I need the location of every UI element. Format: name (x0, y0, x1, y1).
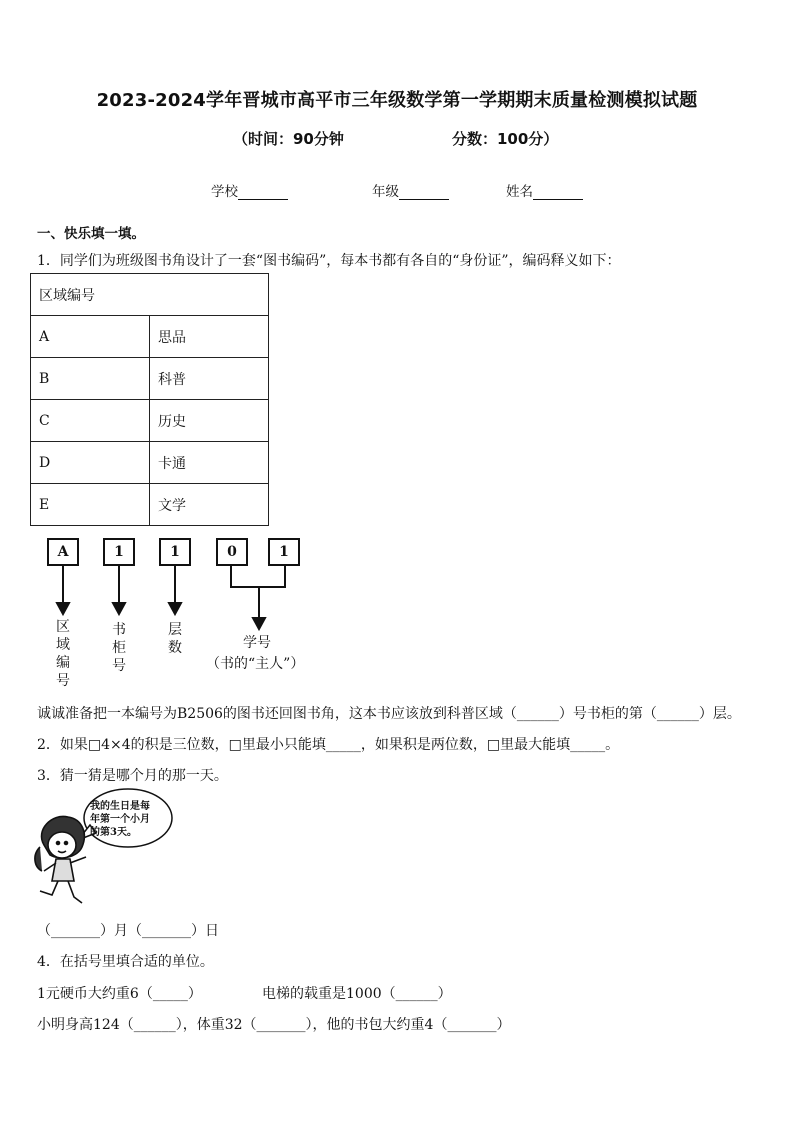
table-cell: D (31, 442, 150, 484)
table-header: 区域编号 (31, 274, 269, 316)
exam-time: （时间：90分钟 (233, 130, 344, 148)
table-cell: 卡通 (150, 442, 269, 484)
question-4-line2: 小明身高124（______），体重32（_______），他的书包大约重4（_______） (37, 1017, 511, 1033)
label-area: 区 域 编 号 (56, 619, 70, 689)
table-cell: E (31, 484, 150, 526)
grade-label: 年级 (372, 184, 399, 200)
table-cell: 思品 (150, 316, 269, 358)
code-box: 0 (216, 538, 248, 566)
table-cell: B (31, 358, 150, 400)
question-2: 2．如果□4×4的积是三位数，□里最小只能填_____，如果积是两位数，□里最大能填_____。 (37, 737, 620, 753)
code-box: A (47, 538, 79, 566)
label-owner: （书的“主人”） (206, 656, 305, 672)
question-4-line1a: 1元硬币大约重6（_____） (37, 986, 202, 1002)
bubble-line: 我的生日是每 (90, 801, 150, 812)
section-heading: 一、快乐填一填。 (37, 226, 145, 242)
table-cell: 文学 (150, 484, 269, 526)
bubble-line: 的第3天。 (90, 827, 137, 838)
table-cell: C (31, 400, 150, 442)
question-4-line1b: 电梯的载重是1000（______） (262, 986, 452, 1002)
question-3-answer: （_______）月（_______）日 (37, 923, 219, 939)
table-cell: 科普 (150, 358, 269, 400)
table-cell: 历史 (150, 400, 269, 442)
school-label: 学校 (211, 184, 238, 200)
question-1-text: 诚诚准备把一本编号为B2506的图书还回图书角，这本书应该放到科普区域（______）号书柜的第（______）层。 (37, 706, 741, 722)
code-box: 1 (268, 538, 300, 566)
page-title: 2023-2024学年晋城市高平市三年级数学第一学期期末质量检测模拟试题 (96, 90, 698, 111)
table-cell: A (31, 316, 150, 358)
code-box: 1 (103, 538, 135, 566)
question-1: 1．同学们为班级图书角设计了一套“图书编码”，每本书都有各自的“身份证”，编码释义如下： (37, 253, 621, 269)
speech-bubble (90, 800, 150, 839)
label-student: 学号 (243, 635, 271, 651)
exam-score: 分数：100分） (452, 130, 559, 148)
bubble-line: 年第一个小月 (90, 814, 150, 825)
question-3: 3．猜一猜是哪个月的那一天。 (37, 768, 228, 784)
label-cabinet: 书 柜 号 (112, 622, 126, 674)
code-box: 1 (159, 538, 191, 566)
label-layer: 层 数 (168, 622, 182, 656)
name-label: 姓名 (506, 184, 533, 200)
question-4: 4．在括号里填合适的单位。 (37, 954, 214, 970)
